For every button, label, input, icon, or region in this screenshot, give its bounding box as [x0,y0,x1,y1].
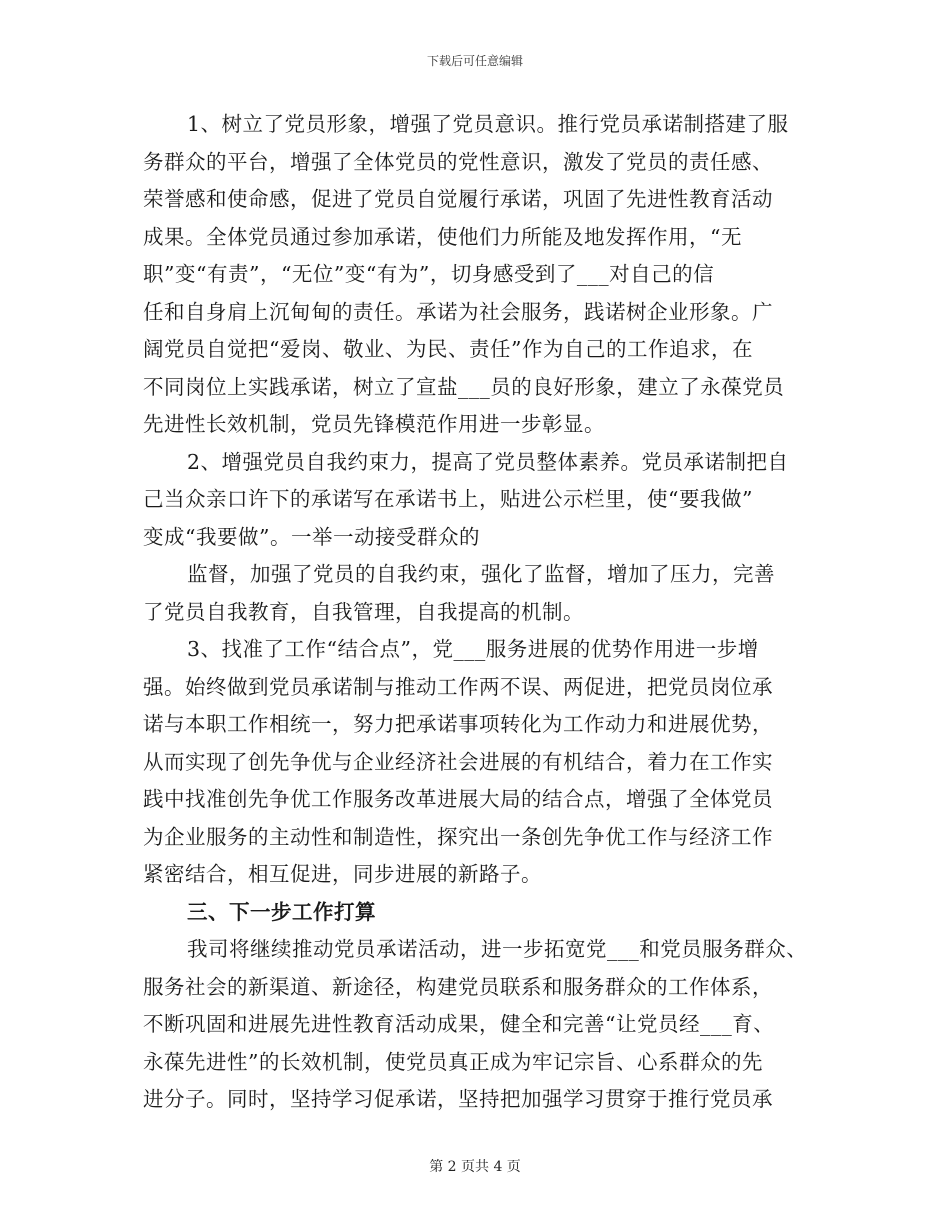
text-line: 监督，加强了党员的自我约束，强化了监督，增加了压力，完善 [187,562,775,586]
text-line: 服务社会的新渠道、新途径，构建党员联系和服务群众的工作体系， [143,974,773,999]
text-line: 荣誉感和使命感，促进了党员自觉履行承诺，巩固了先进性教育活动 [143,187,773,211]
text-line: 阔党员自觉把“爱岗、敬业、为民、责任”作为自己的工作追求，在 [143,337,753,361]
text-line: 变成“我要做”。一举一动接受群众的 [143,524,480,549]
text-line: 紧密结合，相互促进，同步进展的新路子。 [143,862,542,886]
text-line: 我司将继续推动党员承诺活动，进一步拓宽党___和党员服务群众、 [187,937,808,961]
text-line: 从而实现了创先争优与企业经济社会进展的有机结合，着力在工作实 [143,749,773,774]
text-line: 为企业服务的主动性和制造性，探究出一条创先争优工作与经济工作 [143,824,773,849]
text-line: 务群众的平台，增强了全体党员的党性意识，激发了党员的责任感、 [143,149,773,174]
text-line: 3、找准了工作“结合点”，党___服务进展的优势作用进一步增 [187,637,759,661]
text-line: 不同岗位上实践承诺，树立了宣盐___员的良好形象，建立了永葆党员 [143,374,785,399]
text-line: 永葆先进性”的长效机制，使党员真正成为牢记宗旨、心系群众的先 [143,1049,763,1074]
section-heading: 三、下一步工作打算 [187,899,376,924]
text-line: 己当众亲口许下的承诺写在承诺书上，贴进公示栏里，使“要我做” [143,487,753,511]
text-line: 2、增强党员自我约束力，提高了党员整体素养。党员承诺制把自 [187,449,789,474]
text-line: 任和自身肩上沉甸甸的责任。承诺为社会服务，践诺树企业形象。广 [143,299,773,324]
text-line: 践中找准创先争优工作服务改革进展大局的结合点，增强了全体党员 [143,787,773,811]
document-body [143,106,808,1119]
text-line: 了党员自我教育，自我管理，自我提高的机制。 [143,599,584,624]
text-line: 诺与本职工作相统一，努力把承诺事项转化为工作动力和进展优势， [143,712,773,736]
text-line: 进分子。同时，坚持学习促承诺，坚持把加强学习贯穿于推行党员承 [143,1087,773,1111]
page-header: 下载后可任意编辑 [426,54,523,68]
text-line: 职”变“有责”，“无位”变“有为”，切身感受到了___对自己的信 [143,262,715,286]
text-line: 强。始终做到党员承诺制与推动工作两不误、两促进，把党员岗位承 [143,674,773,699]
text-line: 先进性长效机制，党员先锋模范作用进一步彰显。 [143,412,605,436]
page-footer: 第 2 页共 4 页 [429,1159,521,1175]
text-line: 1、树立了党员形象，增强了党员意识。推行党员承诺制搭建了服 [187,112,789,136]
text-line: 不断巩固和进展先进性教育活动成果，健全和完善“让党员经___育、 [143,1012,775,1036]
text-line: 成果。全体党员通过参加承诺，使他们力所能及地发挥作用，“无 [143,224,742,249]
